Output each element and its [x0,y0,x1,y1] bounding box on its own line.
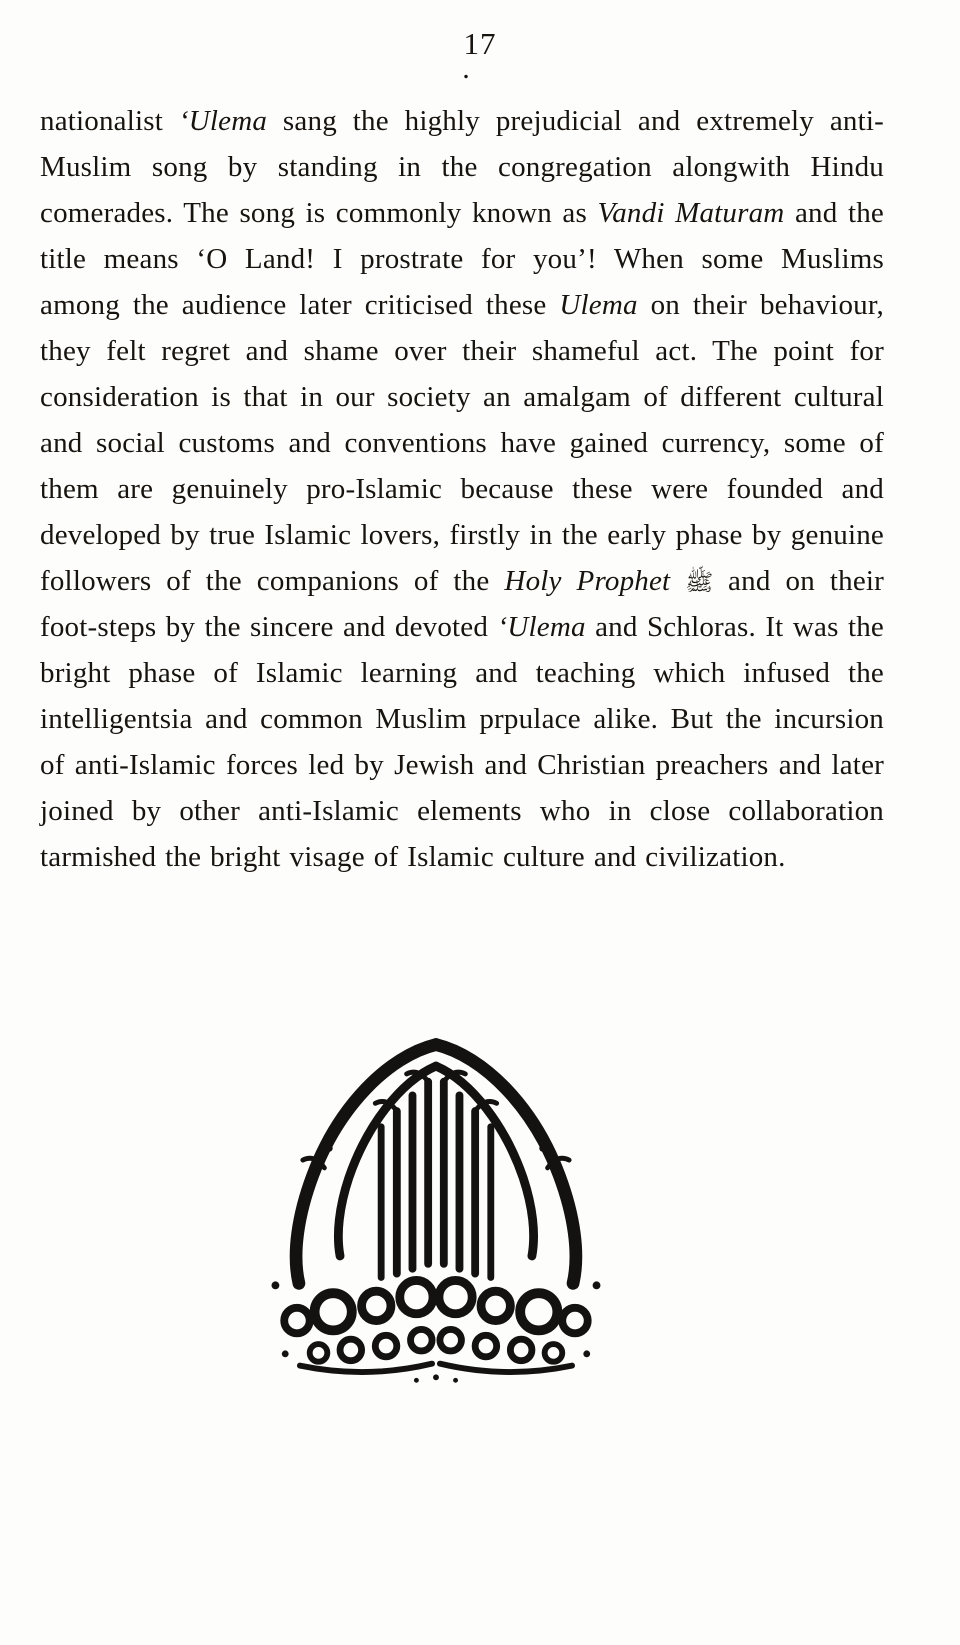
page-number: 17 [463,26,497,61]
body-paragraph: nationalist ‘Ulema sang the highly prejudicial and extremely anti-Muslim song by standing in the congregation alongwith Hindu comerades. The song is commonly known as Vandi Maturam and the title means ‘O Land! I prostrate for you’! When some Muslims among the audience later criticised these Ulema on their behaviour, they felt regret and shame over their shameful act. The point for consideration is that in our society an amalgam of different cultural and social customs and conventions have gained currency, some of them are genuinely pro-Islamic because these were founded and developed by true Islamic lovers, firstly in the early phase by genuine followers of the companions of the Holy Prophet ﷺ and on their foot-steps by the sincere and devoted ‘Ulema and Schloras. It was the bright phase of Islamic learning and teaching which infused the intelligentsia and common Muslim prpulace alike. But the incursion of anti-Islamic forces led by Jewish and Christian preachers and later joined by other anti-Islamic elements who in close collaboration tarmished the bright visage of Islamic culture and civilization. [40,105,884,873]
ornament-container [0,1030,960,1391]
arabic-calligraphy-ornament-icon [249,1030,621,1391]
page-number-mark: . [462,52,470,85]
